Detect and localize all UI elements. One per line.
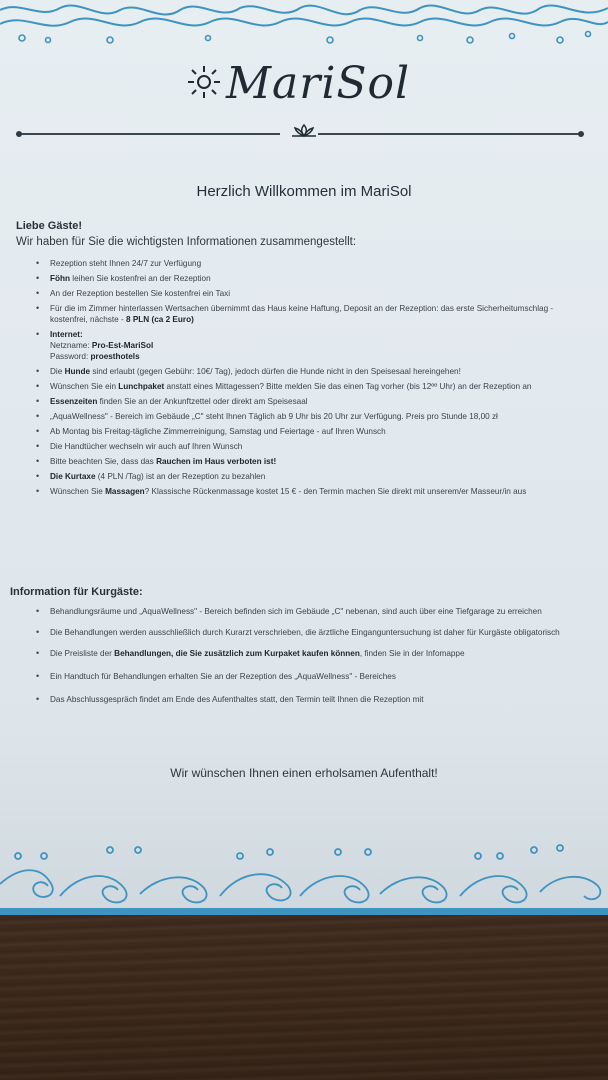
greeting: Liebe Gäste! xyxy=(16,220,83,232)
lotus-icon xyxy=(289,124,319,138)
list-item: • Essenzeiten finden Sie an der Ankunftzettel oder direkt am Speisesaal xyxy=(36,396,566,407)
list-item: • Ab Montag bis Freitag-tägliche Zimmerreinigung, Samstag und Feiertage - auf Ihren Wunsch xyxy=(36,426,566,437)
list-item: • Das Abschlussgespräch findet am Ende des Aufenthaltes statt, den Termin teilt Ihnen die Rezeption mit xyxy=(36,694,584,705)
list-item: • Ein Handtuch für Behandlungen erhalten Sie an der Rezeption des „AquaWellness" - Bereiches xyxy=(36,671,584,682)
list-item: • Die Hunde sind erlaubt (gegen Gebühr: 10€/ Tag), jedoch dürfen die Hunde nicht in den Speisesaal hereingehen! xyxy=(36,366,566,377)
list-item: • Für die im Zimmer hinterlassen Wertsachen übernimmt das Haus keine Haftung, Deposit an der Rezeption: das erste Sicherheitumschlag - kostenfrei, nächste - 8 PLN (ca 2 Euro) xyxy=(36,303,566,325)
list-item: • Die Handtücher wechseln wir auch auf Ihren Wunsch xyxy=(36,441,566,452)
list-item: • Die Kurtaxe (4 PLN /Tag) ist an der Rezeption zu bezahlen xyxy=(36,471,566,482)
list-item: • Die Preisliste der Behandlungen, die Sie zusätzlich zum Kurpaket kaufen können, finden Sie in der Infomappe xyxy=(36,648,584,659)
logo-text: MariSol xyxy=(226,58,411,109)
marisol-logo xyxy=(186,60,426,120)
divider-left xyxy=(18,133,280,135)
list-item: • Wünschen Sie ein Lunchpaket anstatt eines Mittagessen? Bitte melden Sie das einen Tag vorher (bis 12ºº Uhr) an der Rezeption an xyxy=(36,381,566,392)
list-item: • Rezeption steht Ihnen 24/7 zur Verfügung xyxy=(36,258,566,269)
wave-border-bottom xyxy=(0,826,608,915)
list-item: • An der Rezeption bestellen Sie kostenfrei ein Taxi xyxy=(36,288,566,299)
list-item: • Die Behandlungen werden ausschließlich durch Kurarzt verschrieben, die ärztliche Einganguntersuchung ist daher für Kurgäste obligatorisch xyxy=(36,627,584,638)
divider-dot-left xyxy=(16,131,22,137)
page-title: Herzlich Willkommen im MariSol xyxy=(196,183,412,200)
list-item: • Bitte beachten Sie, dass das Rauchen im Haus verboten ist! xyxy=(36,456,566,467)
wooden-table xyxy=(0,905,608,1080)
wave-border-top xyxy=(0,0,608,50)
sun-icon xyxy=(186,64,222,100)
list-item: • Behandlungsräume und „AquaWellness" - Bereich befinden sich im Gebäude „C" nebenan, sind auch über eine Tiefgarage zu erreichen xyxy=(36,606,584,617)
list-item: • Wünschen Sie Massagen? Klassische Rückenmassage kostet 15 € - den Termin machen Sie direkt mit unserem/er Masseur/in aus xyxy=(36,486,566,497)
kurgaeste-heading: Information für Kurgäste: xyxy=(10,586,143,598)
divider-dot-right xyxy=(578,131,584,137)
intro-text: Wir haben für Sie die wichtigsten Informationen zusammengestellt: xyxy=(16,236,357,248)
kurgaeste-list xyxy=(36,606,584,715)
divider-right xyxy=(318,133,582,135)
list-item: • „AquaWellness" - Bereich im Gebäude „C" steht Ihnen Täglich ab 9 Uhr bis 20 Uhr zur Verfügung. Preis pro Stunde 18,00 zł xyxy=(36,411,566,422)
list-item: • Föhn leihen Sie kostenfrei an der Rezeption xyxy=(36,273,566,284)
closing-line: Wir wünschen Ihnen einen erholsamen Aufenthalt! xyxy=(170,766,438,780)
list-item-internet: • Internet: Netzname: Pro-Est-MariSol Password: proesthotels xyxy=(36,329,566,362)
info-list xyxy=(36,258,566,501)
